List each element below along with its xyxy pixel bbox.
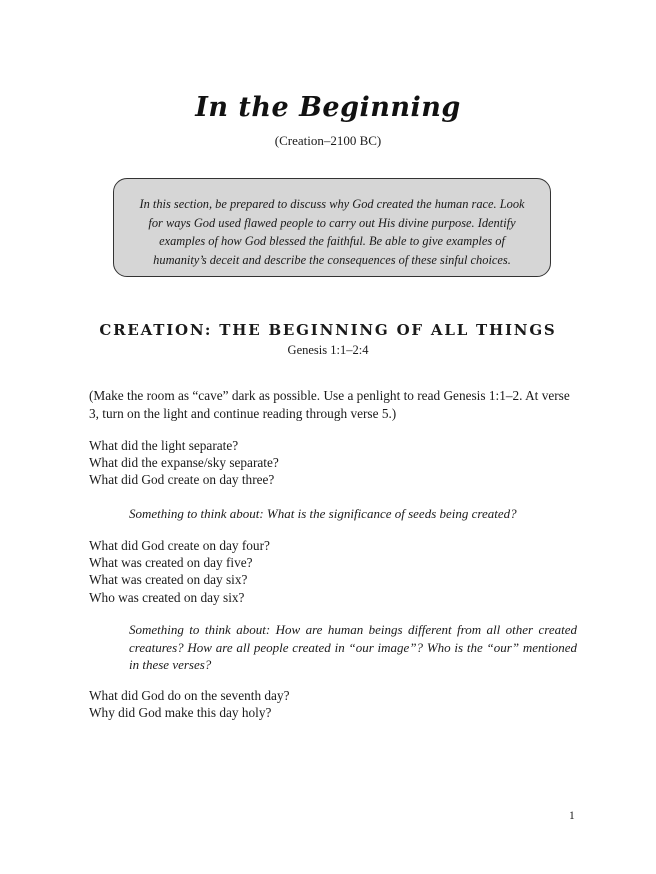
question-item: What did God create on day four? bbox=[89, 538, 270, 553]
intro-callout-box bbox=[113, 178, 551, 277]
question-item: What did God do on the seventh day? bbox=[89, 688, 290, 703]
question-item: What did God create on day three? bbox=[89, 472, 275, 488]
reading-instructions: (Make the room as “cave” dark as possible. Use a penlight to read Genesis 1:1–2. At verse 3, turn on the light and continue reading through verse 5.) bbox=[89, 388, 570, 421]
question-item: What was created on day five? bbox=[89, 555, 253, 571]
question-item: What did the light separate? bbox=[89, 438, 239, 453]
question-item: What was created on day six? bbox=[89, 572, 248, 588]
question-item: What did the expanse/sky separate? bbox=[89, 455, 279, 471]
question-item: Who was created on day six? bbox=[89, 589, 245, 605]
intro-text: In this section, be prepared to discuss why God created the human race. Look for ways God used flawed people to carry out His divine purpose. Identify examples of how God blessed the faithful. Be able to give examples of humanity’s deceit and describe the consequences of these sinful choices. bbox=[139, 197, 525, 267]
question-item: Why did God make this day holy? bbox=[89, 705, 272, 721]
section-heading: CREATION: THE BEGINNING OF ALL THINGS bbox=[99, 321, 557, 339]
page-number: 1 bbox=[569, 810, 575, 822]
think-about-2: Something to think about: How are human beings different from all other created creatures? How are all people created in “our image”? Who is the “our” mentioned in these verses? bbox=[129, 622, 577, 672]
question-list-1 bbox=[89, 437, 579, 489]
question-list-3 bbox=[89, 687, 579, 721]
scripture-reference: Genesis 1:1–2:4 bbox=[287, 343, 369, 357]
think-about-1: Something to think about: What is the significance of seeds being created? bbox=[129, 506, 517, 521]
page-title: In the Beginning bbox=[195, 92, 461, 123]
question-list-2 bbox=[89, 537, 579, 606]
page-subtitle: (Creation–2100 BC) bbox=[274, 133, 382, 148]
